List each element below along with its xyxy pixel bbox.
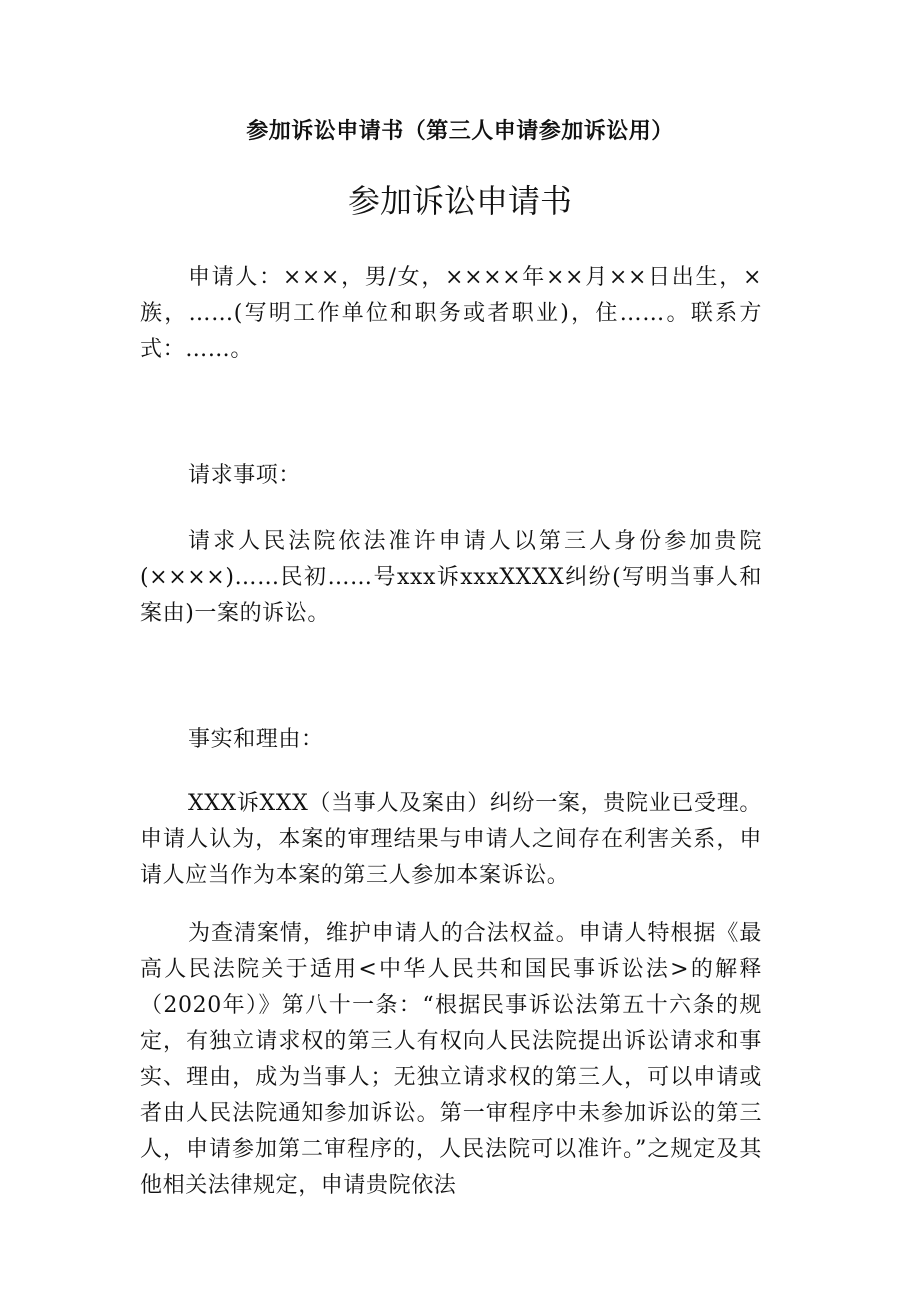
document-subtitle: 参加诉讼申请书（第三人申请参加诉讼用） [246,118,674,144]
facts-paragraph-2: 为查清案情，维护申请人的合法权益。申请人特根据《最高人民法院关于适用<中华人民共和国民事诉讼法>的解释（2020年）》第八十一条：“根据民事诉讼法第五十六条的规定，有独立请求权的第三人有权向人民法院提出诉讼请求和事实、理由，成为当事人；无独立请求权的第三人，可以申请或者由人民法院通知参加诉讼。第一审程序中未参加诉讼的第三人，申请参加第二审程序的，人民法院可以准许。”之规定及其他相关法律规定，申请贵院依法 [140,921,762,1198]
facts-heading: 事实和理由： [188,727,324,752]
applicant-paragraph: 申请人：×××，男/女，××××年××月××日出生，×族，……(写明工作单位和职务或者职业)，住……。联系方式：……。 [140,265,762,362]
claims-heading: 请求事项： [188,463,302,488]
claims-paragraph: 请求人民法院依法准许申请人以第三人身份参加贵院(××××)……民初……号xxx诉xxxXXXX纠纷(写明当事人和案由)一案的诉讼。 [140,529,762,626]
document-title: 参加诉讼申请书 [347,182,572,220]
facts-paragraph-1: XXX诉XXX（当事人及案由）纠纷一案，贵院业已受理。申请人认为，本案的审理结果与申请人之间存在利害关系，申请人应当作为本案的第三人参加本案诉讼。 [140,791,762,888]
